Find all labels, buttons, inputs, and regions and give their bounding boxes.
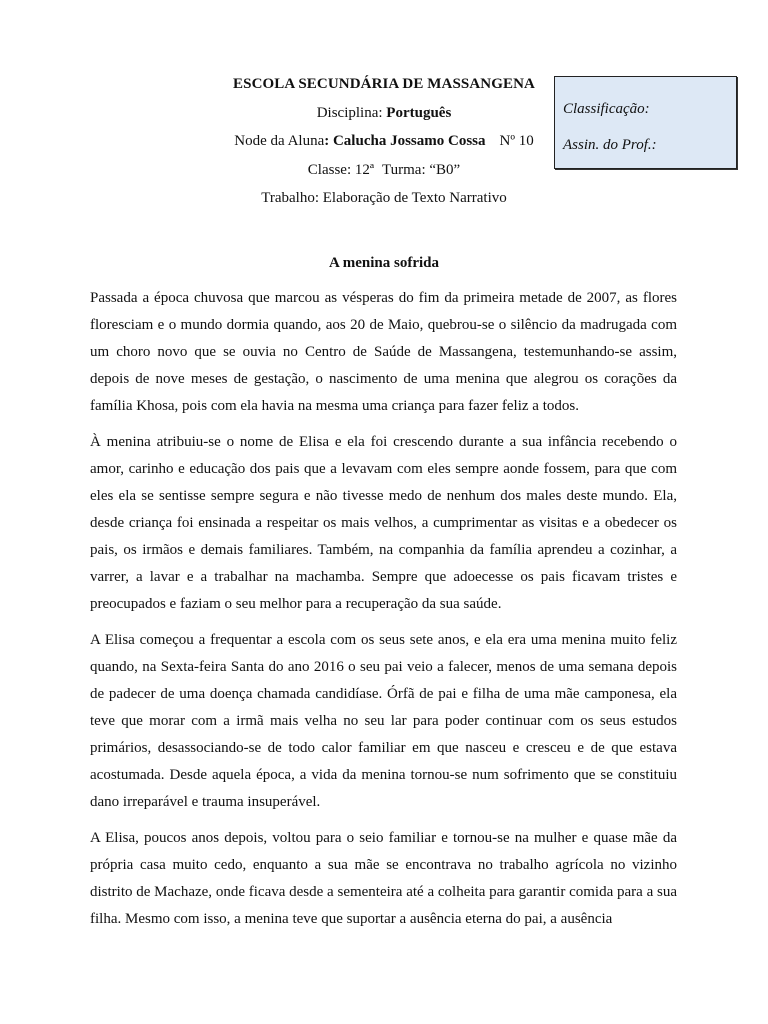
paragraph: A Elisa, poucos anos depois, voltou para o seio familiar e tornou-se na mulher e quase mãe da própria casa muito cedo, enquanto a sua mãe se encontrava no trabalho agrícola no vizinho distrito de Machaze, onde ficava desde a sementeira até a colheita para garantir comida para a sua filha. Mesmo com isso, a menina teve que suportar a ausência eterna do pai, a ausência [90, 830, 677, 927]
discipline-value: Português [386, 104, 452, 121]
document-body [90, 285, 677, 942]
student-number: Nº 10 [499, 133, 534, 149]
document-header [200, 70, 568, 213]
paragraph: A Elisa começou a frequentar a escola com os seus sete anos, e ela era uma menina muito feliz quando, na Sexta-feira Santa do ano 2016 o seu pai veio a falecer, menos de uma semana depois de padecer de uma doença chamada candidíase. Órfã de pai e filha de uma mãe camponesa, ela teve que morar com a irmã mais velha no seu lar para poder continuar com os seus estudos primários, desassociando-se de todo calor familiar em que nasceu e cresceu e de que estava acostumada. Desde aquela época, a vida da menina tornou-se num sofrimento que se constituiu dano irreparável e trauma insuperável. [90, 632, 677, 810]
student-name: : Calucha Jossamo Cossa [324, 133, 486, 149]
grade-box [554, 76, 737, 169]
document-title: A menina sofrida [328, 255, 439, 271]
student-line [200, 127, 568, 156]
paragraph: Passada a época chuvosa que marcou as vésperas do fim da primeira metade de 2007, as flores floresciam e o mundo dormia quando, aos 20 de Maio, quebrou-se o silêncio da madrugada com um choro novo que se ouvia no Centro de Saúde de Massangena, testemunhando-se assim, depois de nove meses de gestação, o nascimento de uma menina que alegrou os corações da família Khosa, pois com ela havia na mesma uma criança para fazer feliz a todos. [90, 290, 677, 414]
turma-text: Turma: “B0” [382, 161, 461, 178]
signature-label: Assin. do Prof.: [563, 137, 657, 153]
class-line [200, 156, 568, 185]
school-name: ESCOLA SECUNDÁRIA DE MASSANGENA [233, 76, 535, 92]
classification-label: Classificação: [563, 101, 650, 117]
discipline-line [200, 99, 568, 128]
class-text: Classe: 12ª [307, 161, 374, 178]
discipline-label: Disciplina: [316, 104, 387, 121]
paragraph: À menina atribuiu-se o nome de Elisa e ela foi crescendo durante a sua infância recebendo o amor, carinho e educação dos pais que a levavam com eles sempre aonde fossem, para que com eles ela se sentisse sempre segura e não tivesse medo de nenhum dos males deste mundo. Ela, desde criança foi ensinada a respeitar os mais velhos, a cumprimentar as visitas e a obedecer os pais, os irmãos e demais familiares. Também, na companhia da família aprendeu a cozinhar, a varrer, a lavar e a trabalhar na machamba. Sempre que adoecesse os pais ficavam tristes e preocupados e faziam o seu melhor para a recuperação da sua saúde. [90, 434, 677, 612]
work-line: Trabalho: Elaboração de Texto Narrativo [261, 190, 507, 206]
student-label: Node da Aluna [234, 133, 325, 149]
